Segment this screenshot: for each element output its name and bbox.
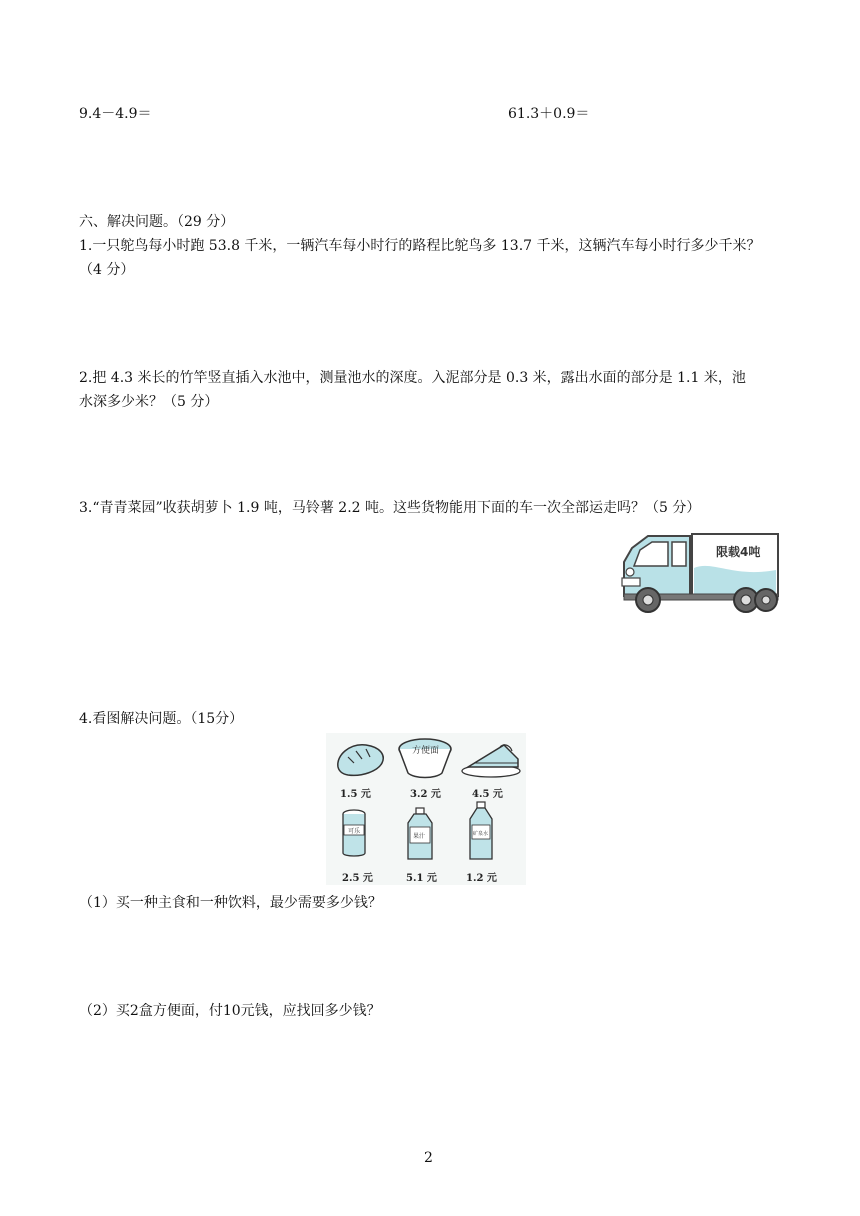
cola-price: 2.5 元	[342, 873, 373, 884]
juice-label: 果汁	[413, 833, 426, 840]
calc-right: 61.3＋0.9＝	[508, 106, 590, 122]
q4-sub1: （1）买一种主食和一种饮料，最少需要多少钱？	[79, 895, 382, 911]
q1-text: 1.一只鸵鸟每小时跑 53.8 千米，一辆汽车每小时行的路程比鸵鸟多 13.7 千米，这辆汽车每小时行多少千米？	[79, 238, 761, 254]
q2-text-cont: 水深多少米？（5 分）	[79, 394, 219, 410]
q3-text: 3.“青青菜园”收获胡萝卜 1.9 吨，马铃薯 2.2 吨。这些货物能用下面的车一次全部运走吗？（5 分）	[79, 500, 701, 516]
truck-icon	[618, 526, 784, 618]
instant-noodle-icon	[396, 735, 454, 781]
water-price: 1.2 元	[466, 873, 497, 884]
goods-price-picture	[326, 733, 526, 885]
q4-sub2: （2）买2盒方便面，付10元钱，应找回多少钱？	[79, 1003, 381, 1019]
cola-can-icon	[340, 809, 368, 859]
bread-icon	[332, 737, 388, 781]
juice-price: 5.1 元	[406, 873, 437, 884]
q1-score: （4 分）	[79, 262, 135, 278]
section-heading: 六、解决问题。（29 分）	[79, 214, 235, 230]
cola-label: 可乐	[348, 828, 361, 835]
water-bottle-icon	[466, 801, 496, 863]
q4-text: 4.看图解决问题。（15分）	[79, 711, 244, 727]
juice-bottle-icon	[404, 807, 436, 863]
cake-price: 4.5 元	[472, 789, 503, 800]
noodle-label: 方便面	[412, 746, 440, 756]
noodle-price: 3.2 元	[410, 789, 441, 800]
water-label: 矿泉水	[473, 831, 489, 837]
truck-load-label: 限载4吨	[716, 545, 761, 559]
cake-icon	[460, 739, 522, 779]
bread-price: 1.5 元	[340, 789, 371, 800]
page-number: 2	[424, 1150, 433, 1166]
calc-left: 9.4－4.9＝	[79, 106, 152, 122]
q2-text: 2.把 4.3 米长的竹竿竖直插入水池中，测量池水的深度。入泥部分是 0.3 米，露出水面的部分是 1.1 米，池	[79, 370, 746, 386]
